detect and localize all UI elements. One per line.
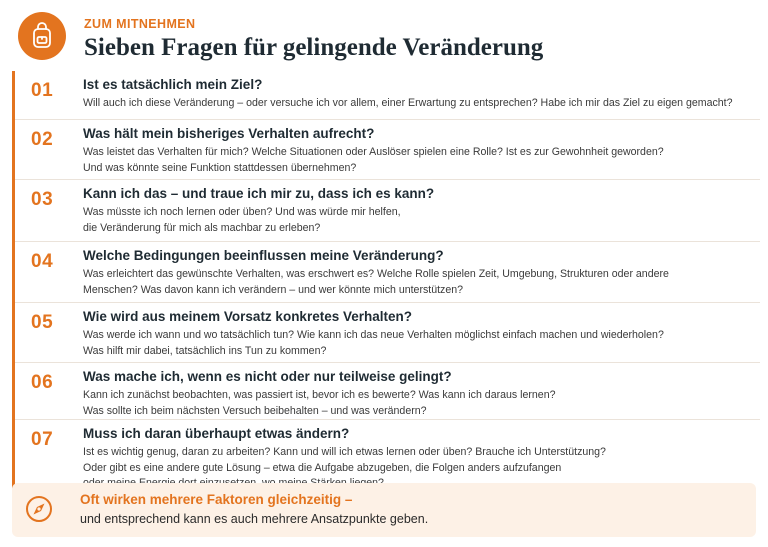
backpack-icon [18,12,66,60]
description-line: Was erleichtert das gewünschte Verhalten, was erschwert es? Welche Rolle spielen Zeit, Umgebung, Strukturen oder andere [83,268,669,280]
list-item [15,303,760,363]
item-question: Was mache ich, wenn es nicht oder nur teilweise gelingt? [83,369,452,384]
item-description [83,96,733,112]
description-line: Oder gibt es eine andere gute Lösung – etwa die Aufgabe abzugeben, die Folgen anders aufzufangen [83,461,562,474]
list-item [15,363,760,420]
item-number: 06 [31,372,54,393]
description-line: Was leistet das Verhalten für mich? Welche Situationen oder Auslöser spielen eine Rolle? Ist es zur Gewohnheit geworden? [83,146,664,158]
list-item [15,180,760,242]
item-number: 04 [31,251,54,272]
item-number: 02 [31,129,54,150]
list-item [15,420,760,489]
item-question: Ist es tatsächlich mein Ziel? [83,77,263,92]
section-kicker: ZUM MITNEHMEN [84,17,196,31]
summary-callout [12,483,756,537]
description-line: Kann ich zunächst beobachten, was passiert ist, bevor ich es bewerte? Was kann ich daraus lernen? [83,389,556,401]
list-item [15,242,760,303]
description-line: Menschen? Was davon kann ich verändern – und wer könnte mich unterstützen? [83,283,464,296]
description-line: Was hilft mir dabei, tatsächlich ins Tun zu kommen? [83,344,327,357]
item-number: 07 [31,429,54,450]
description-line: Was müsste ich noch lernen oder üben? Und was würde mir helfen, [83,206,401,218]
item-question: Welche Bedingungen beeinflussen meine Veränderung? [83,248,444,263]
description-line: Und was könnte seine Funktion stattdessen übernehmen? [83,161,357,174]
item-description [83,388,555,419]
item-number: 05 [31,312,54,333]
callout-heading: Oft wirken mehrere Faktoren gleichzeitig – [80,492,353,507]
compass-icon [22,492,56,526]
item-question: Was hält mein bisheriges Verhalten aufrecht? [83,126,375,141]
description-line: Will auch ich diese Veränderung – oder versuche ich vor allem, einer Erwartung zu entsprechen? Habe ich mir das Ziel zu eigen gemacht? [83,97,733,109]
header [18,12,758,68]
item-description [83,328,664,359]
list-item [15,71,760,120]
item-description [83,205,401,236]
item-number: 03 [31,189,54,210]
item-question: Wie wird aus meinem Vorsatz konkretes Verhalten? [83,309,412,324]
description-line: Was werde ich wann und wo tatsächlich tun? Wie kann ich das neue Verhalten möglichst einfach machen und wiederholen? [83,329,664,341]
list-item [15,120,760,180]
item-description [83,267,669,298]
description-line: Ist es wichtig genug, daran zu arbeiten? Kann und will ich etwas lernen oder üben? Brauche ich Unterstützung? [83,446,606,458]
callout-text: und entsprechend kann es auch mehrere Ansatzpunkte geben. [80,512,429,526]
description-line: die Veränderung für mich als machbar zu erleben? [83,221,321,234]
item-question: Muss ich daran überhaupt etwas ändern? [83,426,350,441]
item-description [83,145,664,176]
item-number: 01 [31,80,54,101]
description-line: Was sollte ich beim nächsten Versuch beibehalten – und was verändern? [83,404,427,417]
page-title: Sieben Fragen für gelingende Veränderung [84,34,544,61]
item-question: Kann ich das – und traue ich mir zu, dass ich es kann? [83,186,435,201]
questions-list [12,71,760,489]
